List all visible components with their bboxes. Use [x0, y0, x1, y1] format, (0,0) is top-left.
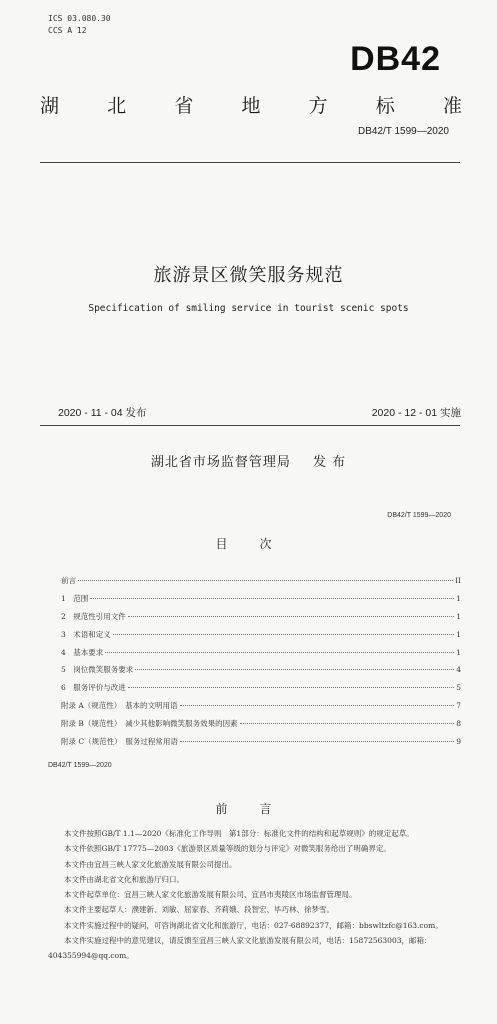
bottom-rule	[40, 425, 460, 426]
foreword-page-number: DB42/T 1599—2020	[48, 762, 112, 769]
foreword-paragraph: 本文件按照GB/T 1.1—2020《标准化工作导则 第1部分：标准化文件的结构和起草规则》的规定起草。	[64, 829, 414, 838]
ccs-code: CCS A 12	[48, 26, 87, 35]
foreword-heading: 前 言	[215, 802, 282, 816]
contents-heading: 目 次	[215, 537, 282, 551]
standard-number: DB42/T 1599—2020	[358, 126, 449, 137]
foreword-paragraph: 本文件依照GB/T 17775—2003《旅游景区质量等级的划分与评定》对微笑服务给出了明确界定。	[64, 844, 391, 854]
implement-date: 2020 - 12 - 01 实施	[371, 407, 461, 419]
foreword-paragraph: 本文件起草单位：宜昌三峡人家文化旅游发展有限公司、宜昌市夷陵区市场监督管理局。	[64, 890, 357, 900]
ics-code: ICS 03.080.30	[48, 14, 111, 23]
standard-title	[40, 91, 464, 118]
table-of-contents	[61, 575, 461, 754]
toc-item[interactable]: 前言 II	[61, 576, 461, 585]
standard-title-char: 省	[174, 95, 196, 117]
toc-item[interactable]: 附录 B（规范性） 减少其他影响微笑服务效果的因素 8	[61, 719, 461, 729]
toc-item[interactable]: 6 服务评价与改进 5	[61, 683, 461, 693]
foreword-paragraph: 本文件由宜昌三峡人家文化旅游发展有限公司提出。	[64, 859, 237, 869]
document-title-cn: 旅游景区微笑服务规范	[153, 265, 344, 286]
issuer-line	[0, 451, 497, 470]
toc-item[interactable]: 2 规范性引用文件 1	[61, 611, 461, 621]
foreword-paragraph: 本文件由湖北省文化和旅游厅归口。	[64, 874, 184, 884]
standard-title-char: 方	[308, 95, 330, 117]
top-rule	[40, 162, 460, 163]
foreword-body	[48, 826, 452, 964]
toc-item[interactable]: 3 术语和定义 1	[61, 629, 461, 639]
standard-title-char: 北	[107, 95, 129, 117]
publish-date: 2020 - 11 - 04 发布	[58, 407, 147, 419]
contents-page-number: DB42/T 1599—2020	[387, 512, 451, 519]
toc-item[interactable]: 5 岗位微笑服务要求 4	[61, 665, 461, 675]
document-title-en: Specification of smiling service in tourist scenic spots	[88, 303, 409, 314]
standard-title-char: 标	[375, 95, 397, 117]
standard-title-char: 湖	[40, 95, 62, 117]
foreword-paragraph: 本文件实施过程中的意见建议，请反馈至宜昌三峡人家文化旅游发展有限公司，电话：15872563003，邮箱：404355994@qq.com。	[48, 936, 432, 961]
foreword-paragraph: 本文件主要起草人：濮建新、刘敏、屈家春、齐莉娥、段智宏、毕巧林、徐梦雪。	[64, 905, 334, 915]
toc-item[interactable]: 附录 C（规范性） 服务过程常用语 9	[61, 737, 461, 747]
toc-item[interactable]: 1 范围 1	[61, 593, 461, 603]
foreword-paragraph: 本文件实施过程中的疑问，可咨询湖北省文化和旅游厅，电话：027-68892377，邮箱：bbswltzfc@163.com。	[64, 920, 443, 930]
standard-title-char: 地	[241, 95, 263, 117]
toc-item[interactable]: 附录 A（规范性） 基本的文明用语 7	[61, 701, 461, 711]
standard-title-char: 准	[442, 95, 464, 117]
toc-item[interactable]: 4 基本要求 1	[61, 647, 461, 657]
issue-word: 发 布	[312, 455, 347, 470]
issuer-name: 湖北省市场监督管理局	[150, 455, 291, 470]
db-label: DB42	[350, 40, 441, 78]
